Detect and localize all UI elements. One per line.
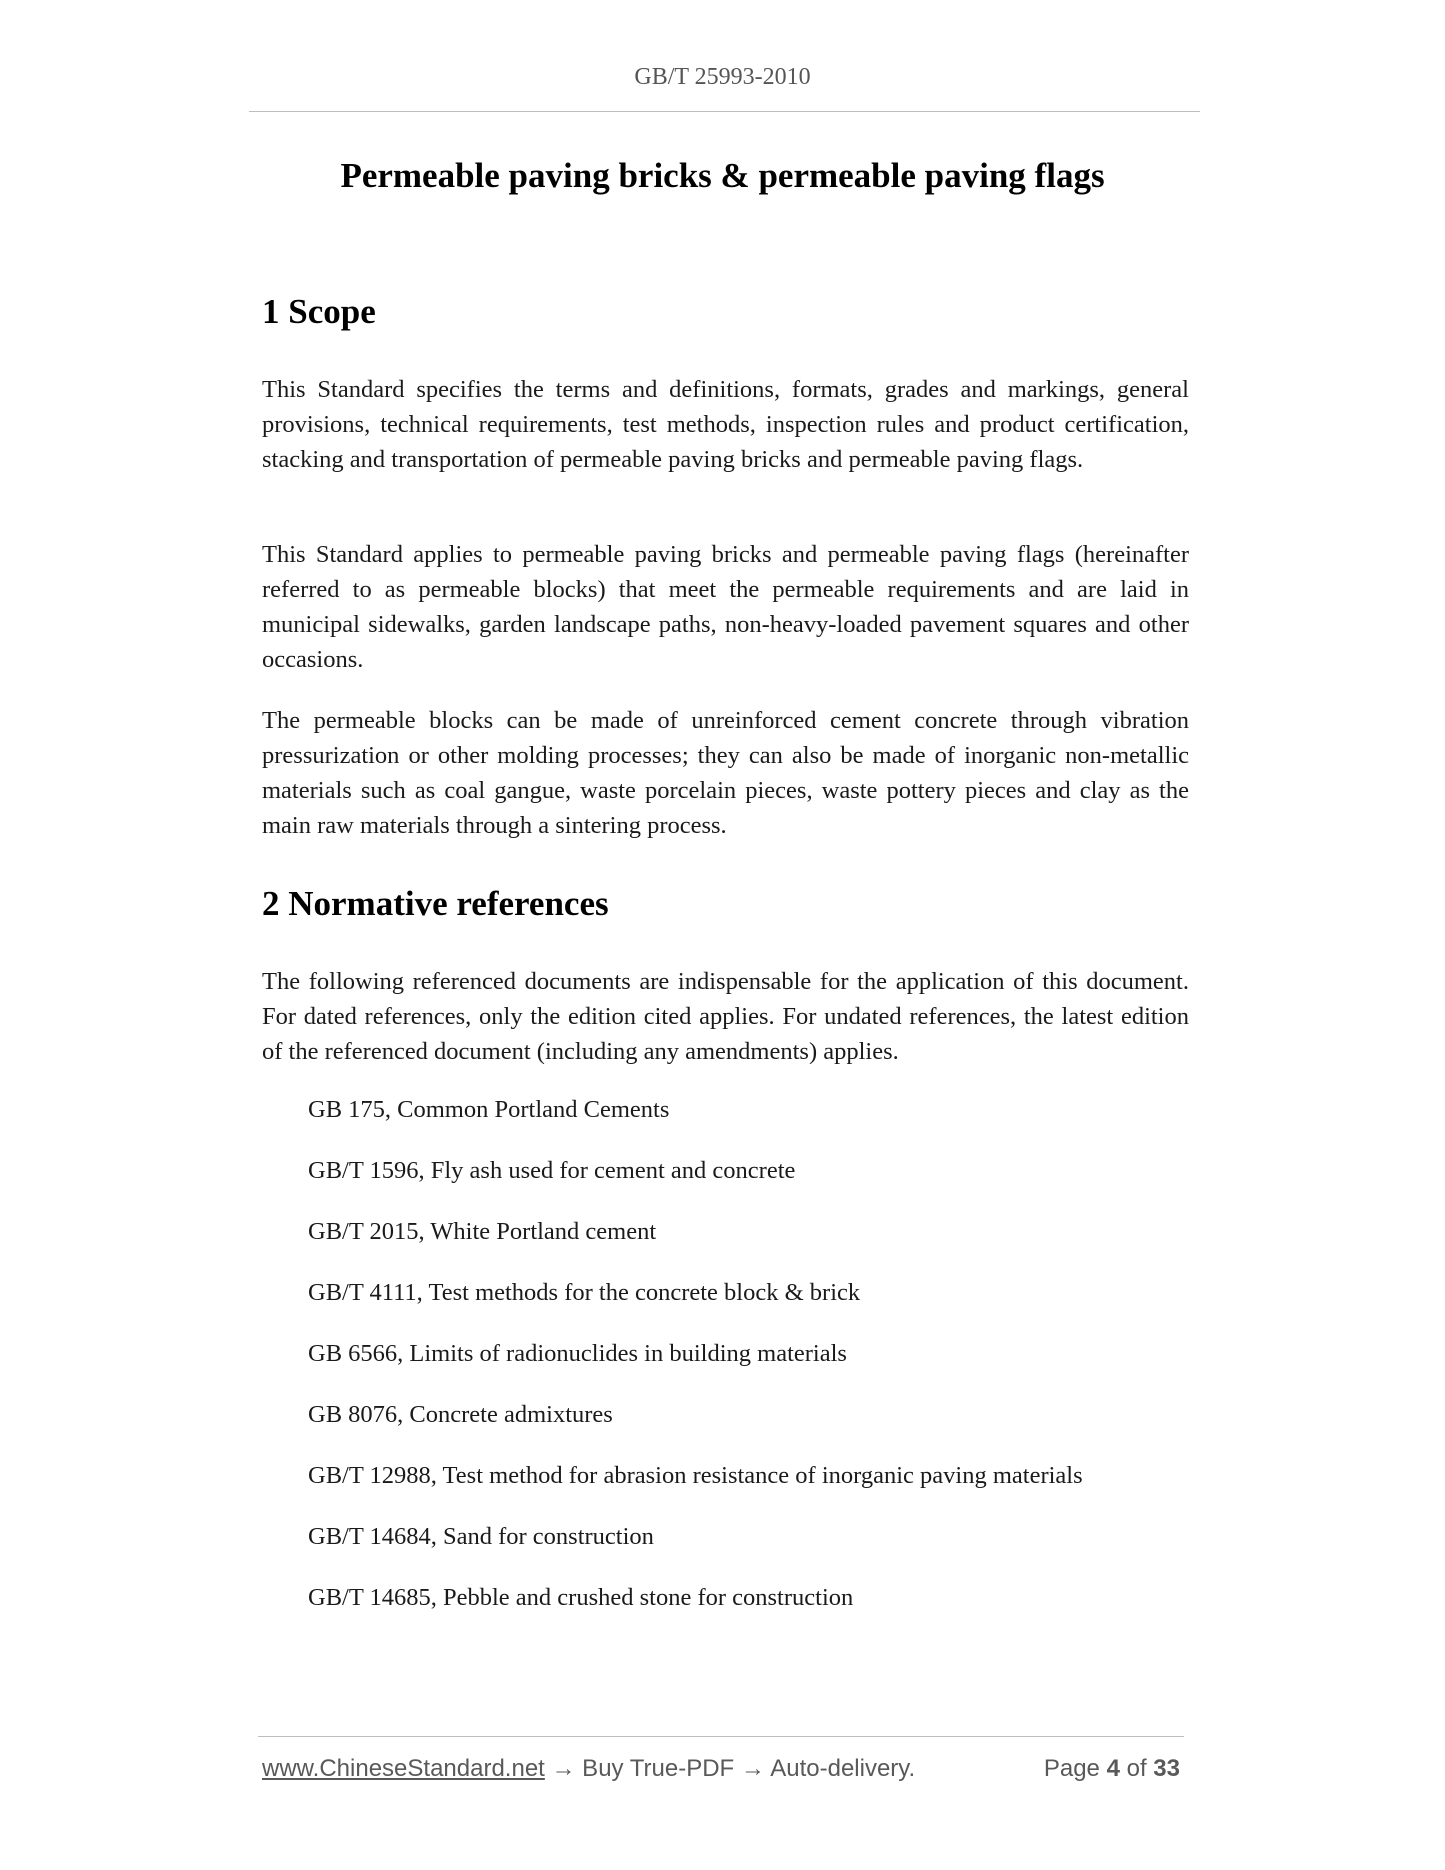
header-divider (249, 111, 1200, 112)
page-label: Page (1043, 1755, 1100, 1782)
reference-item: GB/T 12988, Test method for abrasion resistance of inorganic paving materials (308, 1462, 1083, 1489)
footer-divider (258, 1736, 1184, 1737)
scope-paragraph-1: This Standard specifies the terms and definitions, formats, grades and markings, general provisions, technical requirements, test methods, inspection rules and product certification, stacking and transportation of permeable paving bricks and permeable paving flags. (262, 376, 1189, 473)
reference-item: GB/T 14685, Pebble and crushed stone for construction (308, 1584, 854, 1611)
section-heading-normative-references: 2 Normative references (262, 884, 609, 923)
reference-item: GB/T 4111, Test methods for the concrete block & brick (308, 1279, 861, 1306)
reference-item: GB 6566, Limits of radionuclides in building materials (308, 1340, 847, 1367)
footer-promo-text: → Buy True-PDF → Auto-delivery. (544, 1755, 916, 1782)
reference-item: GB/T 1596, Fly ash used for cement and concrete (308, 1157, 796, 1184)
current-page-number: 4 (1106, 1755, 1120, 1782)
total-pages-number: 33 (1153, 1755, 1180, 1782)
website-link[interactable]: www.ChineseStandard.net (262, 1755, 545, 1782)
scope-paragraph-2: This Standard applies to permeable paving bricks and permeable paving flags (hereinafter referred to as permeable blocks) that meet the permeable requirements and are laid in municipal sidewalks, garden landscape paths, non-heavy-loaded pavement squares and other occasions. (262, 541, 1189, 673)
document-title: Permeable paving bricks & permeable paving flags (340, 156, 1105, 195)
page-header-code: GB/T 25993-2010 (634, 64, 811, 90)
reference-item: GB 8076, Concrete admixtures (308, 1401, 613, 1428)
references-intro-paragraph: The following referenced documents are indispensable for the application of this document. For dated references, only the edition cited applies. For undated references, the latest edition of the referenced document (including any amendments) applies. (262, 968, 1189, 1065)
section-heading-scope: 1 Scope (262, 292, 376, 331)
reference-item: GB/T 14684, Sand for construction (308, 1523, 654, 1550)
reference-item: GB/T 2015, White Portland cement (308, 1218, 657, 1245)
page-counter (1044, 1755, 1180, 1783)
scope-paragraph-3: The permeable blocks can be made of unreinforced cement concrete through vibration pressurization or other molding processes; they can also be made of inorganic non-metallic materials such as coal gangue, waste porcelain pieces, waste pottery pieces and clay as the main raw materials through a sintering process. (262, 707, 1189, 839)
reference-item: GB 175, Common Portland Cements (308, 1096, 670, 1123)
page-footer (262, 1755, 1180, 1783)
of-label: of (1126, 1755, 1147, 1782)
